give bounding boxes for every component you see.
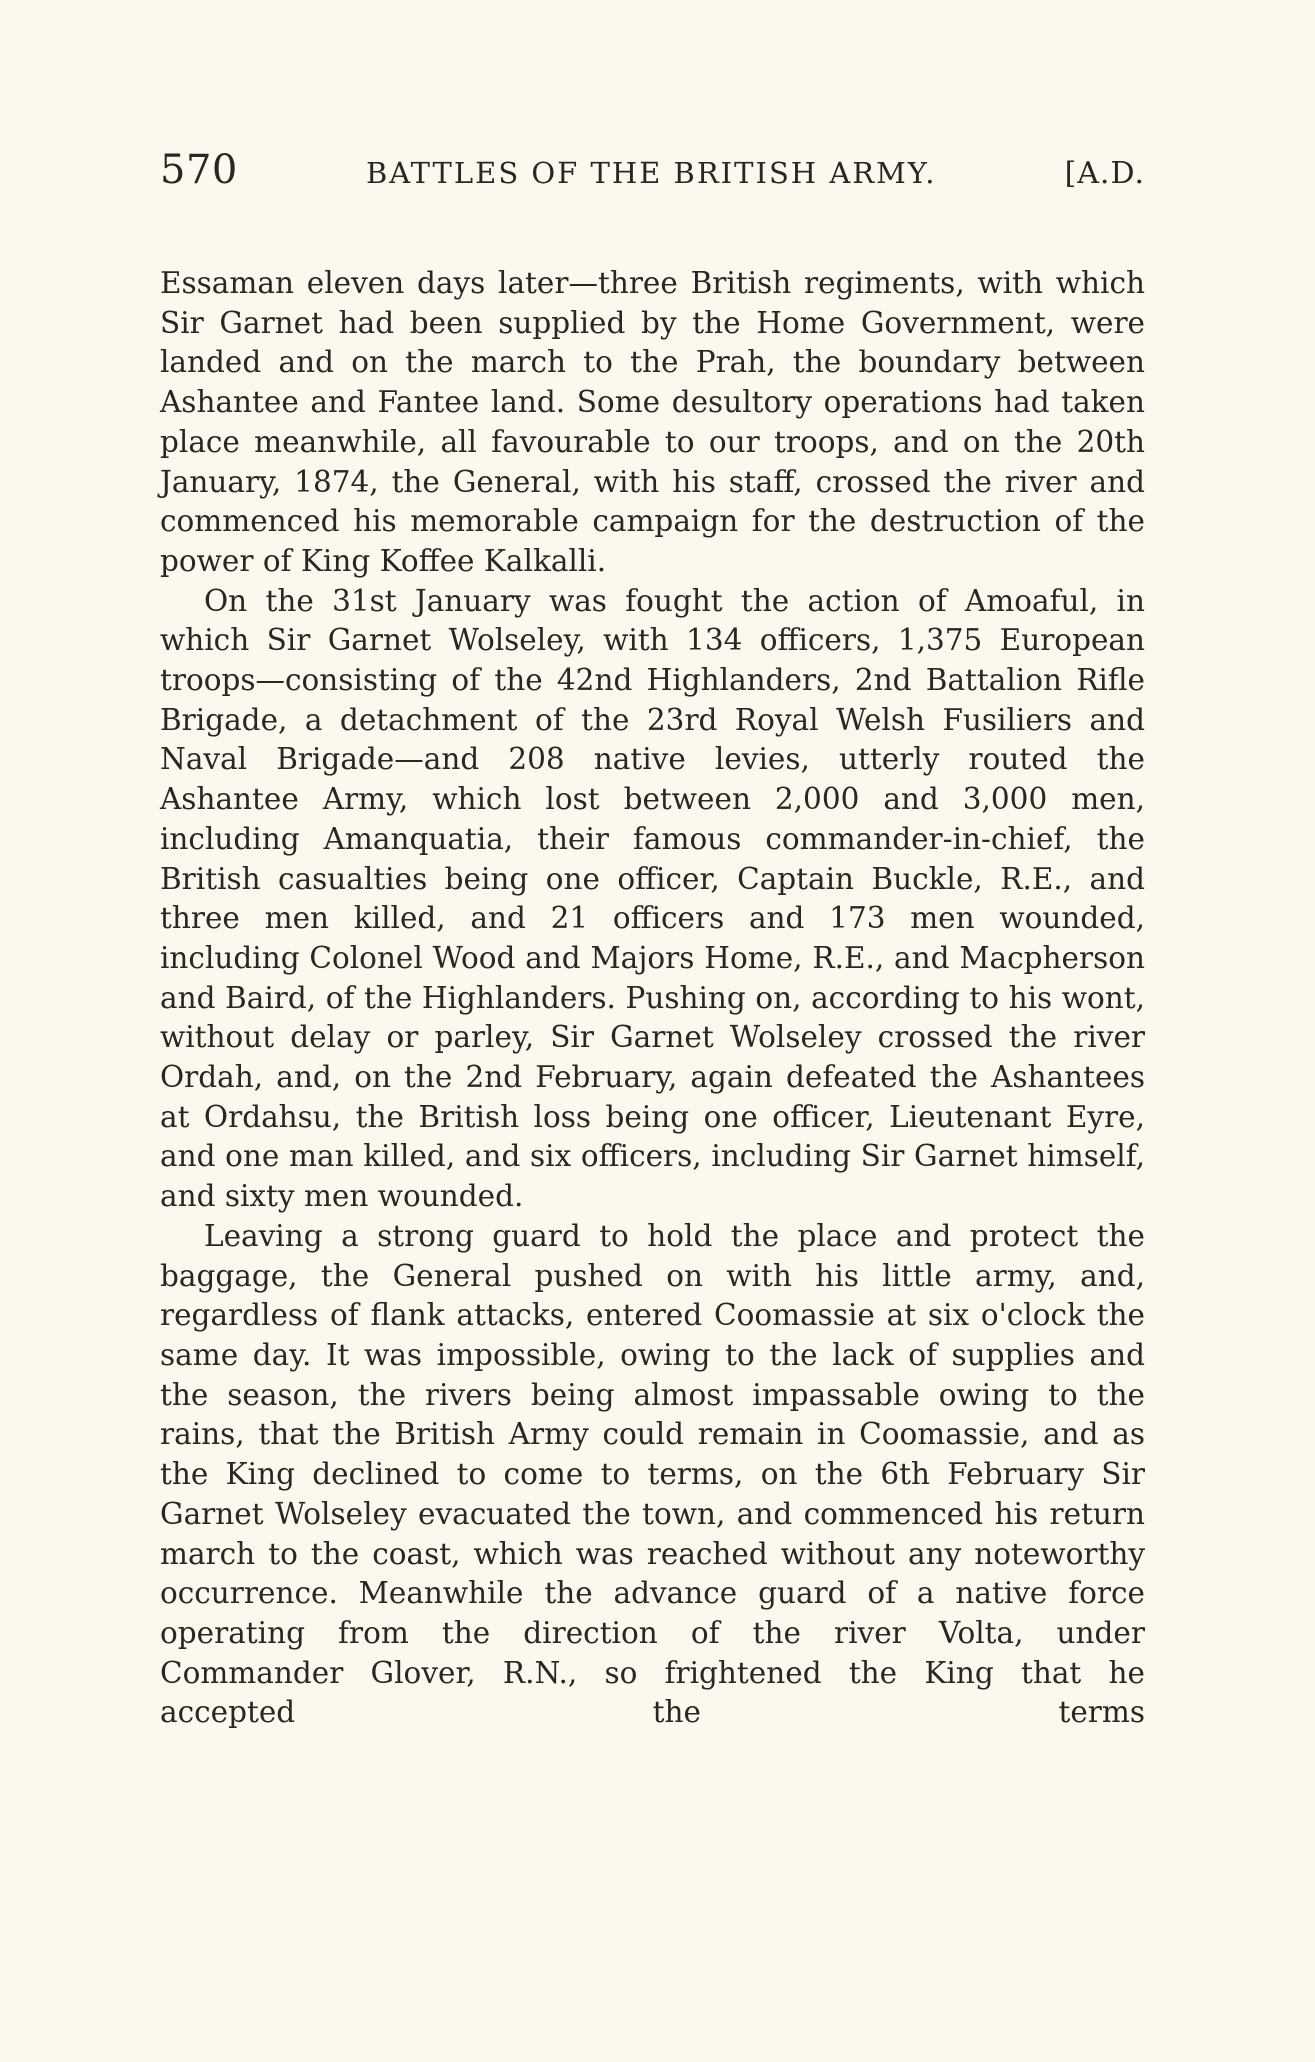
paragraph: On the 31st January was fought the action of Amoaful, in which Sir Garnet Wolseley, with 134 officers, 1,375 European troops—consisting of the 42nd Highlanders, 2nd Battalion Rifle Brigade, a detachment of the 23rd Royal Welsh Fusiliers and Naval Brigade—and 208 native levies, utterly routed the Ashantee Army, which lost between 2,000 and 3,000 men, including Amanquatia, their famous commander-in-chief, the British casualties being one officer, Captain Buckle, R.E., and three men killed, and 21 officers and 173 men wounded, including Colonel Wood and Majors Home, R.E., and Macpherson and Baird, of the Highlanders. Pushing on, according to his wont, without delay or parley, Sir Garnet Wolseley crossed the river Ordah, and, on the 2nd February, again defeated the Ashantees at Ordahsu, the British loss being one officer, Lieutenant Eyre, and one man killed, and six officers, including Sir Garnet himself, and sixty men wounded. [160,583,1145,1214]
paragraph: Leaving a strong guard to hold the place and protect the baggage, the General pushed on with his little army, and, regardless of flank attacks, entered Coomassie at six o'clock the same day. It was impossible, owing to the lack of supplies and the season, the rivers being almost impassable owing to the rains, that the British Army could remain in Coomassie, and as the King declined to come to terms, on the 6th February Sir Garnet Wolseley evacuated the town, and commenced his return march to the coast, which was reached without any noteworthy occurrence. Meanwhile the advance guard of a native force operating from the direction of the river Volta, under Commander Glover, R.N., so frightened the King that he accepted the terms [160,1218,1145,1730]
page-content [160,147,1145,1733]
paragraph: Essaman eleven days later—three British regiments, with which Sir Garnet had been supplied by the Home Government, were landed and on the march to the Prah, the boundary between Ashantee and Fantee land. Some desultory operations had taken place meanwhile, all favourable to our troops, and on the 20th January, 1874, the General, with his staff, crossed the river and commenced his memorable campaign for the destruction of the power of King Koffee Kalkalli. [160,266,1145,578]
body-text [160,264,1145,1733]
running-head-right: [A.D. [1064,156,1145,191]
running-head [160,147,1145,230]
running-title: BATTLES OF THE BRITISH ARMY. [366,156,937,190]
page-number: 570 [160,147,238,193]
